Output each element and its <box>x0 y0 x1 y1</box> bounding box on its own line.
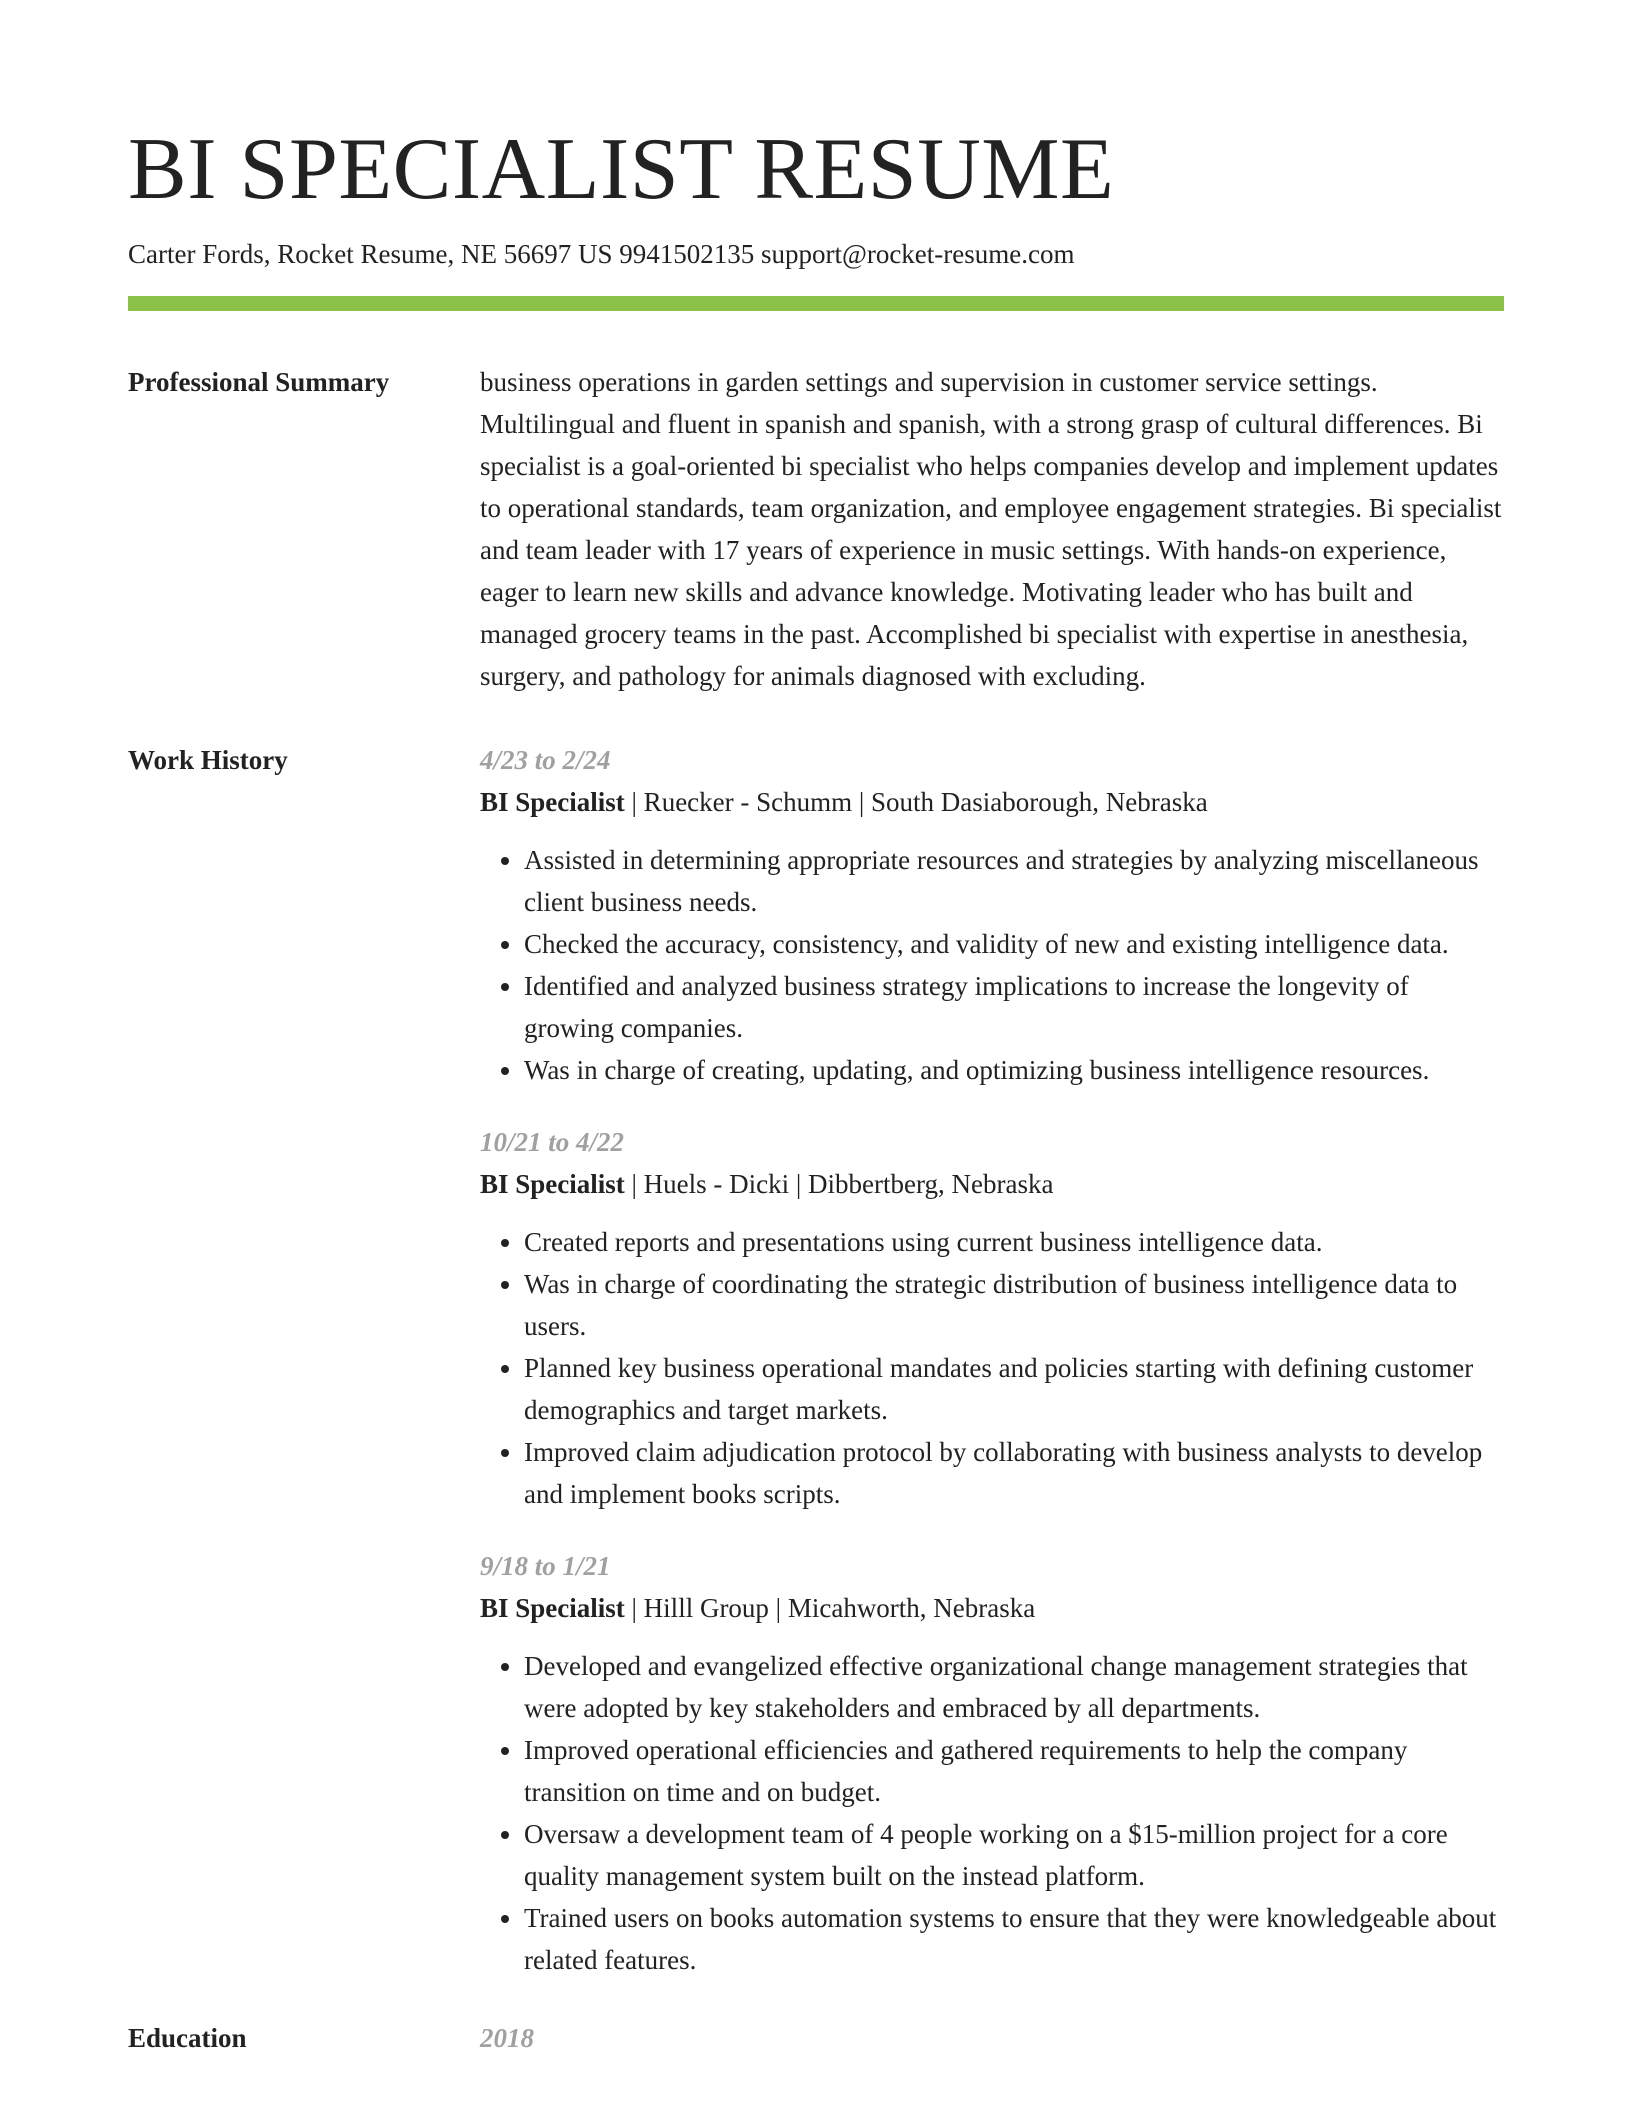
job-entry <box>480 739 1504 1091</box>
work-history-body <box>480 739 1504 1981</box>
summary-text: business operations in garden settings and supervision in customer service settings. Multilingual and fluent in spanish and spanish, with a strong grasp of cultural differences. Bi specialist is a goal-oriented bi specialist who helps companies develop and implement updates to operational standards, team organization, and employee engagement strategies. Bi specialist and team leader with 17 years of experience in music settings. With hands-on experience, eager to learn new skills and advance knowledge. Motivating leader who has built and managed grocery teams in the past. Accomplished bi specialist with expertise in anesthesia, surgery, and pathology for animals diagnosed with excluding. <box>480 367 1502 691</box>
job-bullet: • Trained users on books automation systems to ensure that they were knowledgeable about related features. <box>524 1897 1504 1981</box>
section-label-work: Work History <box>128 745 288 775</box>
contact-line <box>128 234 1504 274</box>
job-title: BI Specialist <box>480 1593 625 1623</box>
job-title: BI Specialist <box>480 1169 625 1199</box>
header-divider <box>128 296 1504 311</box>
job-bullet: • Improved operational efficiencies and gathered requirements to help the company transition on time and on budget. <box>524 1729 1504 1813</box>
section-label-summary: Professional Summary <box>128 367 390 397</box>
job-dates: 9/18 to 1/21 <box>480 1551 611 1581</box>
job-details: | Ruecker - Schumm | South Dasiaborough, Nebraska <box>624 787 1208 817</box>
job-bullet: • Improved claim adjudication protocol by collaborating with business analysts to develop and implement books scripts. <box>524 1431 1504 1515</box>
job-details: | Hilll Group | Micahworth, Nebraska <box>624 1593 1036 1623</box>
job-heading <box>480 1163 1504 1205</box>
section-label-education: Education <box>128 2023 247 2053</box>
resume-page <box>128 118 1504 2059</box>
job-entry <box>480 1545 1504 1981</box>
job-bullet: • Created reports and presentations using current business intelligence data. <box>524 1221 1504 1263</box>
job-bullets <box>480 839 1504 1091</box>
job-heading <box>480 1587 1504 1629</box>
job-bullet: • Was in charge of coordinating the strategic distribution of business intelligence data to users. <box>524 1263 1504 1347</box>
work-history-section <box>128 739 1504 1981</box>
job-bullets <box>480 1221 1504 1515</box>
job-heading <box>480 781 1504 823</box>
job-entry <box>480 1121 1504 1515</box>
contact-email: support@rocket-resume.com <box>760 239 1075 269</box>
job-title: BI Specialist <box>480 787 625 817</box>
job-bullet: • Oversaw a development team of 4 people working on a $15-million project for a core quality management system built on the instead platform. <box>524 1813 1504 1897</box>
job-bullet: • Planned key business operational mandates and policies starting with defining customer demographics and target markets. <box>524 1347 1504 1431</box>
job-dates: 4/23 to 2/24 <box>480 745 611 775</box>
education-body <box>480 2017 1504 2059</box>
job-bullet: • Identified and analyzed business strategy implications to increase the longevity of growing companies. <box>524 965 1504 1049</box>
job-bullets <box>480 1645 1504 1981</box>
contact-phone: 9941502135 <box>619 239 755 269</box>
job-bullet: • Developed and evangelized effective organizational change management strategies that were adopted by key stakeholders and embraced by all departments. <box>524 1645 1504 1729</box>
contact-company: Rocket Resume, <box>277 239 455 269</box>
resume-title: BI SPECIALIST RESUME <box>128 121 1115 218</box>
education-year: 2018 <box>480 2023 534 2053</box>
professional-summary-section <box>128 361 1504 697</box>
contact-region: NE 56697 US <box>460 239 613 269</box>
job-details: | Huels - Dicki | Dibbertberg, Nebraska <box>624 1169 1054 1199</box>
job-bullet: • Assisted in determining appropriate resources and strategies by analyzing miscellaneous client business needs. <box>524 839 1504 923</box>
contact-name: Carter Fords, <box>128 239 271 269</box>
education-section <box>128 2017 1504 2059</box>
job-bullet: • Checked the accuracy, consistency, and validity of new and existing intelligence data. <box>524 923 1504 965</box>
summary-body <box>480 361 1504 697</box>
job-dates: 10/21 to 4/22 <box>480 1127 625 1157</box>
job-bullet: • Was in charge of creating, updating, and optimizing business intelligence resources. <box>524 1049 1504 1091</box>
